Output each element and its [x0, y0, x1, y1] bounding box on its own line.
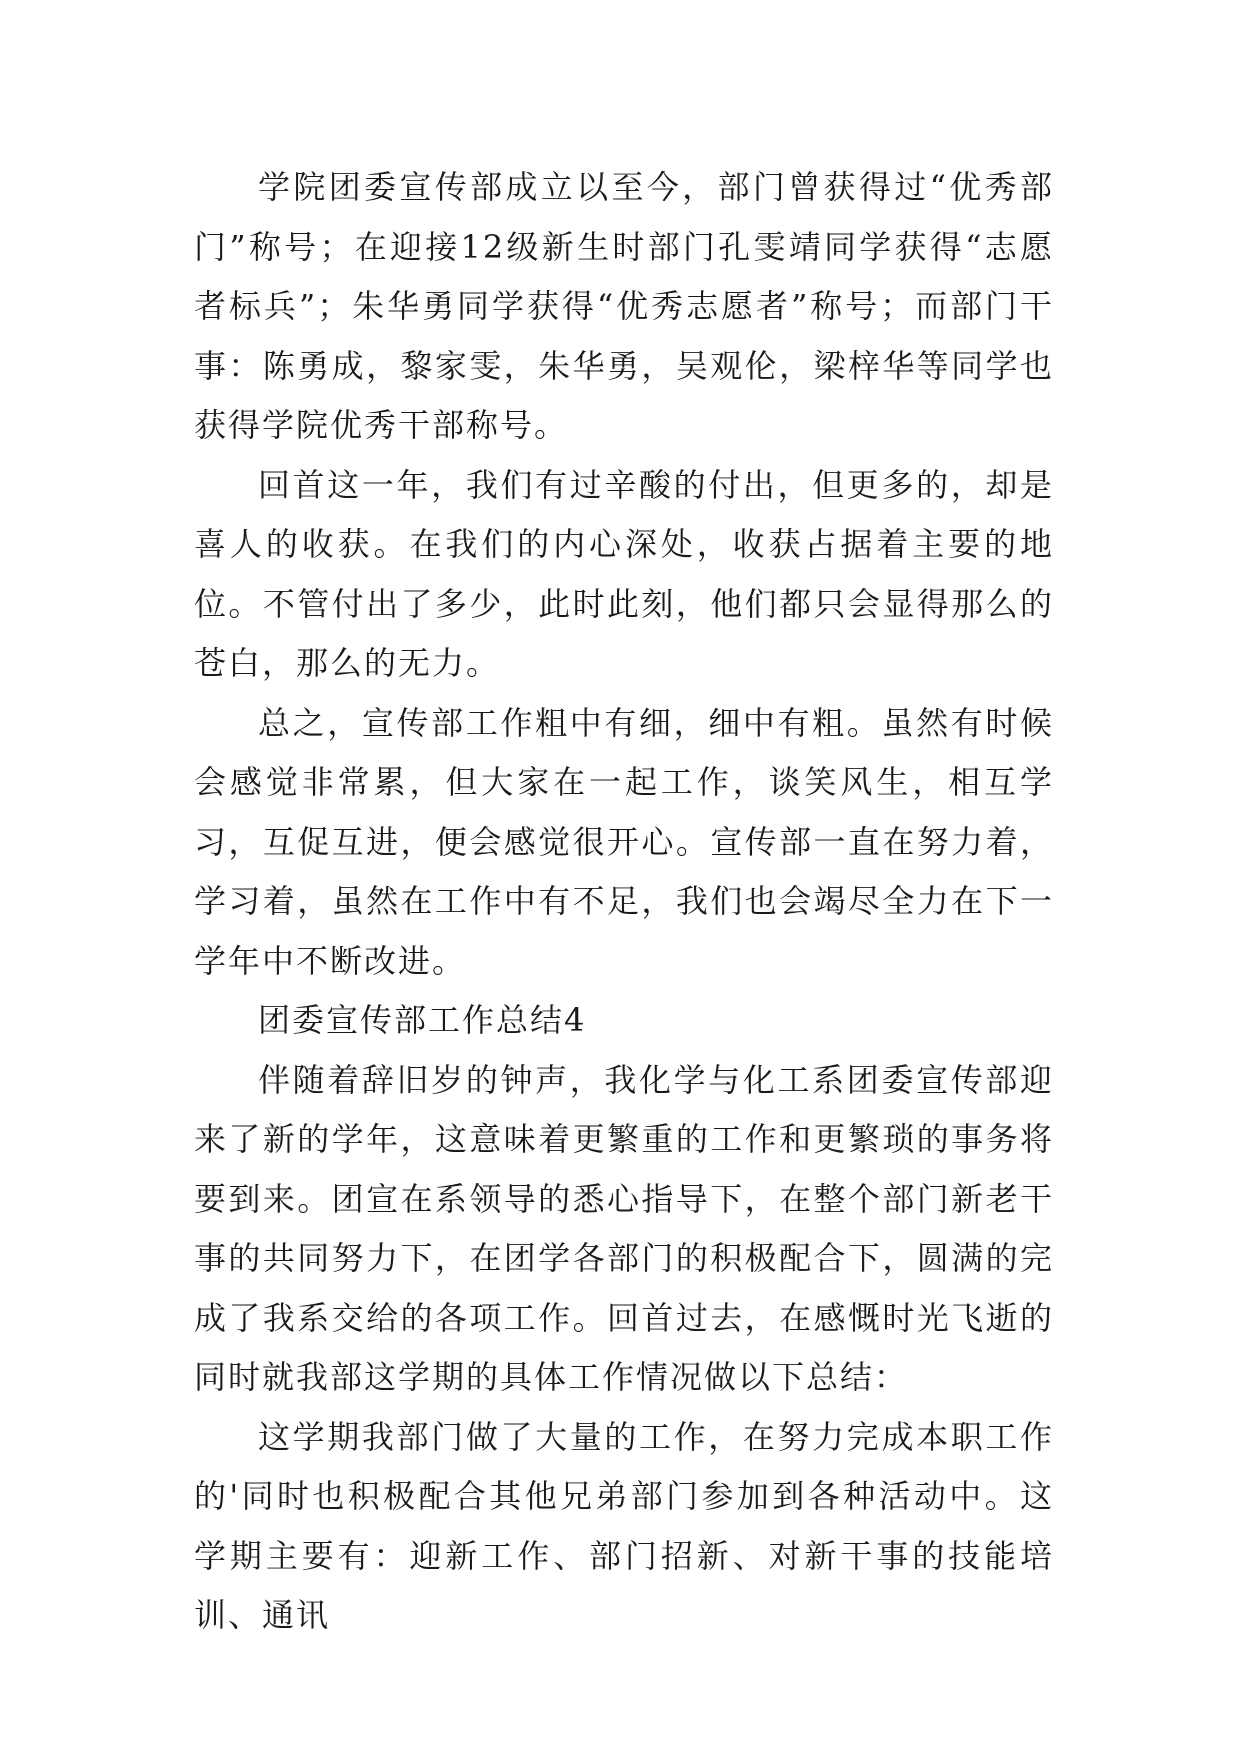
paragraph-honors: 学院团委宣传部成立以至今，部门曾获得过“优秀部门”称号；在迎接12级新生时部门孔雯靖同学获得“志愿者标兵”；朱华勇同学获得“优秀志愿者”称号；而部门干事：陈勇成，黎家雯，朱华勇，吴观伦，梁梓华等同学也获得学院优秀干部称号。 [194, 168, 1054, 444]
paragraph-conclusion: 总之，宣传部工作粗中有细，细中有粗。虽然有时候会感觉非常累，但大家在一起工作，谈笑风生，相互学习，互促互进，便会感觉很开心。宣传部一直在努力着，学习着，虽然在工作中有不足，我们也会竭尽全力在下一学年中不断改进。 [194, 703, 1054, 980]
paragraph-intro: 伴随着辞旧岁的钟声，我化学与化工系团委宣传部迎来了新的学年，这意味着更繁重的工作和更繁琐的事务将要到来。团宣在系领导的悉心指导下，在整个部门新老干事的共同努力下，在团学各部门的积极配合下，圆满的完成了我系交给的各项工作。回首过去，在感慨时光飞逝的同时就我部这学期的具体工作情况做以下总结： [194, 1060, 1054, 1396]
section-title: 团委宣传部工作总结4 [258, 1001, 587, 1039]
paragraph-reflection: 回首这一年，我们有过辛酸的付出，但更多的，却是喜人的收获。在我们的内心深处，收获占据着主要的地位。不管付出了多少，此时此刻，他们都只会显得那么的苍白，那么的无力。 [194, 465, 1054, 682]
paragraph-work-summary: 这学期我部门做了大量的工作，在努力完成本职工作的'同时也积极配合其他兄弟部门参加到各种活动中。这学期主要有：迎新工作、部门招新、对新干事的技能培训、通讯 [194, 1417, 1054, 1634]
document-body [194, 158, 1054, 1646]
